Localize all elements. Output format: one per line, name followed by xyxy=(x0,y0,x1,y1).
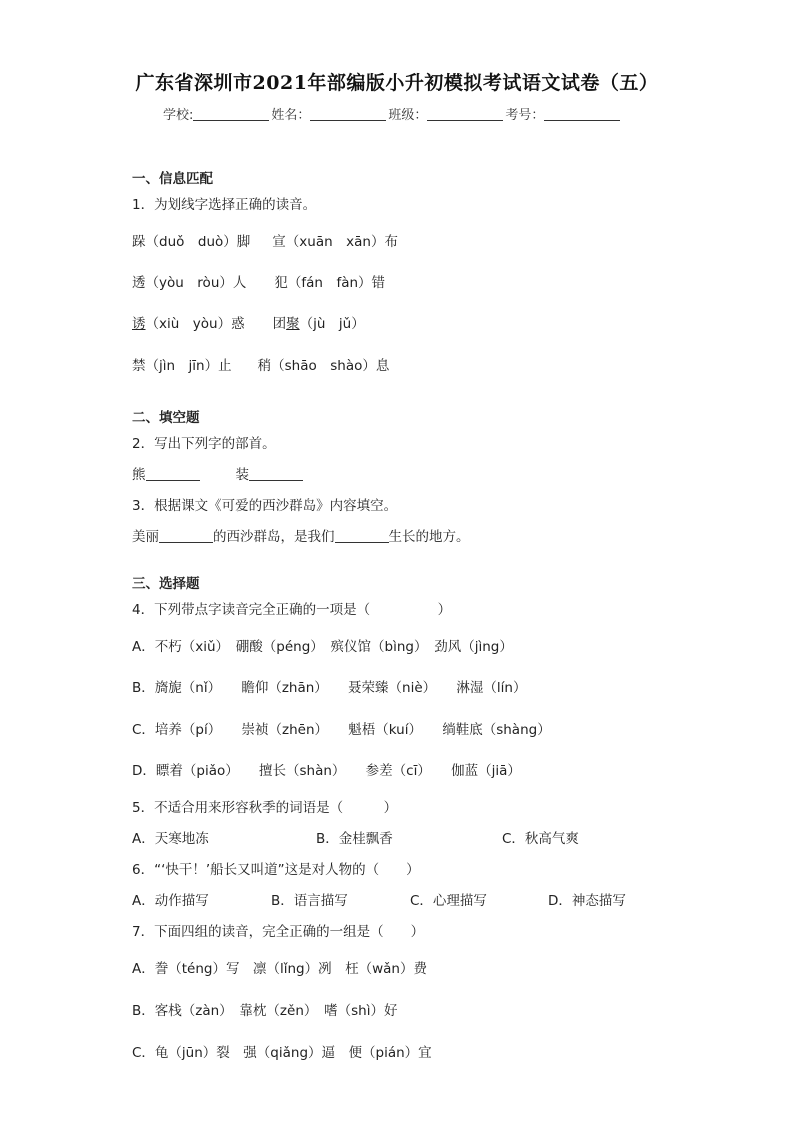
student-info-line xyxy=(163,104,622,123)
q1-item: 犯（fán fàn）错 xyxy=(274,275,386,291)
q1-item: 透（yòu ròu）人 xyxy=(132,275,247,291)
q1-item: 宣（xuān xān）布 xyxy=(272,234,398,250)
class-blank[interactable] xyxy=(427,107,503,121)
q4-option-a[interactable]: A．不朽（xiǔ） 硼酸（péng） 殡仪馆（bìng） 劲风（jìng） xyxy=(132,639,513,655)
question-3: 3．根据课文《可爱的西沙群岛》内容填空。 xyxy=(132,498,398,514)
q7-option-c[interactable]: C．龟（jūn）裂 强（qiǎng）逼 便（pián）宜 xyxy=(132,1045,432,1061)
q4-option-b[interactable]: B．旖旎（nǐ） 瞻仰（zhān） 聂荣臻（niè） 淋湿（lín） xyxy=(132,680,527,696)
q1-item-prefix: 团 xyxy=(272,316,287,332)
q5-option-a[interactable]: A．天寒地冻 xyxy=(132,831,209,847)
question-1: 1．为划线字选择正确的读音。 xyxy=(132,197,317,213)
q4-option-d[interactable]: D．瞟着（piǎo） 擅长（shàn） 参差（cī） 伽蓝（jiā） xyxy=(132,763,521,779)
school-blank[interactable] xyxy=(193,107,269,121)
q1-item: 跺（duǒ duò）脚 xyxy=(132,234,251,250)
question-4: 4．下列带点字读音完全正确的一项是（ ） xyxy=(132,602,452,618)
q5-option-c[interactable]: C．秋高气爽 xyxy=(502,831,579,847)
school-label: 学校: xyxy=(163,108,194,123)
question-5: 5．不适合用来形容秋季的词语是（ ） xyxy=(132,800,398,816)
class-label: 班级： xyxy=(388,108,428,123)
q1-row-3 xyxy=(132,312,365,332)
section-heading-choice: 三、选择题 xyxy=(132,576,200,592)
number-blank[interactable] xyxy=(544,107,620,121)
question-2: 2．写出下列字的部首。 xyxy=(132,436,276,452)
underlined-char: 聚 xyxy=(286,316,300,332)
q1-item-rest: （jù jǔ） xyxy=(299,316,365,332)
q6-option-a[interactable]: A．动作描写 xyxy=(132,893,209,909)
q2-char: 熊 xyxy=(132,467,146,483)
underlined-char: 诱 xyxy=(132,316,146,332)
q2-answers xyxy=(132,463,303,483)
q6-options xyxy=(132,889,626,909)
q7-option-b[interactable]: B．客栈（zàn） 靠枕（zěn） 嗜（shì）好 xyxy=(132,1003,398,1019)
q6-option-d[interactable]: D．神态描写 xyxy=(548,893,626,909)
section-heading-fill: 二、填空题 xyxy=(132,410,200,426)
page-title: 广东省深圳市2021年部编版小升初模拟考试语文试卷（五） xyxy=(135,72,659,94)
q3-text: 的西沙群岛，是我们 xyxy=(213,529,335,545)
q4-option-c[interactable]: C．培养（pí） 崇祯（zhēn） 魁梧（kuí） 绱鞋底（shàng） xyxy=(132,722,551,738)
q2-char: 装 xyxy=(235,467,249,483)
answer-blank[interactable] xyxy=(249,467,303,481)
q5-option-b[interactable]: B．金桂飘香 xyxy=(316,831,393,847)
question-6: 6．“‘快干！’船长又叫道”这是对人物的（ ） xyxy=(132,862,420,878)
q1-row-1 xyxy=(132,230,398,250)
name-blank[interactable] xyxy=(310,107,386,121)
q6-option-c[interactable]: C．心理描写 xyxy=(410,893,487,909)
q1-row-2 xyxy=(132,271,385,291)
q3-text: 生长的地方。 xyxy=(388,529,470,545)
section-heading-matching: 一、信息匹配 xyxy=(132,171,213,187)
q1-item: 稍（shāo shào）息 xyxy=(257,358,390,374)
answer-blank[interactable] xyxy=(335,529,389,543)
answer-blank[interactable] xyxy=(159,529,213,543)
q1-item-rest: （xiù yòu）惑 xyxy=(145,316,245,332)
q3-sentence xyxy=(132,525,470,545)
question-7: 7．下面四组的读音，完全正确的一组是（ ） xyxy=(132,924,425,940)
q1-row-4 xyxy=(132,354,389,374)
number-label: 考号： xyxy=(505,108,545,123)
q5-options xyxy=(132,827,579,847)
name-label: 姓名： xyxy=(271,108,311,123)
answer-blank[interactable] xyxy=(146,467,200,481)
q7-option-a[interactable]: A．誊（téng）写 凛（lǐng）冽 枉（wǎn）费 xyxy=(132,961,427,977)
q6-option-b[interactable]: B．语言描写 xyxy=(271,893,348,909)
q3-text: 美丽 xyxy=(132,529,159,545)
q1-item: 禁（jìn jīn）止 xyxy=(132,358,232,374)
